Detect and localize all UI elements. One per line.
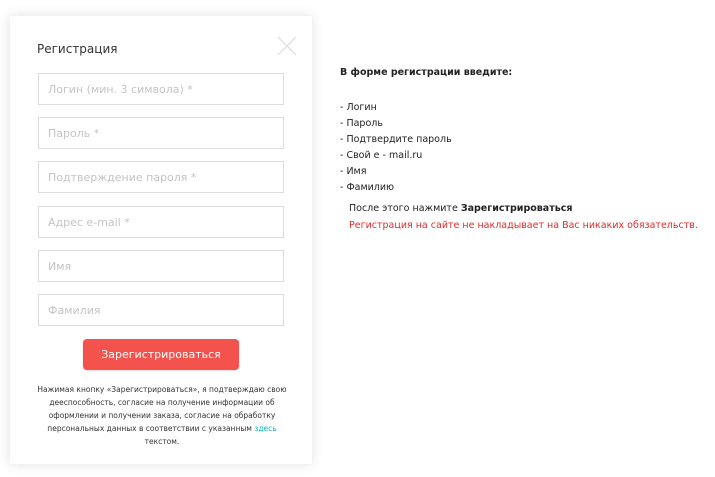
after-action: Зарегистрироваться xyxy=(460,203,573,214)
after-instruction xyxy=(349,202,710,216)
password-confirm-input[interactable] xyxy=(38,161,284,193)
warning-text: Регистрация на сайте не накладывает на Вас никаких обязательств. xyxy=(349,220,698,231)
close-button[interactable] xyxy=(276,35,298,57)
list-item: - Пароль xyxy=(340,118,383,129)
list-item: - Фамилию xyxy=(340,182,395,193)
consent-body: Нажимая кнопку «Зарегистрироваться», я подтверждаю свою дееспособность, согласие на получение информации об оформлении и получении заказа, согласие на обработку персональных данных в соответствии с указанным xyxy=(37,385,287,433)
registration-modal xyxy=(10,16,312,464)
password-input[interactable] xyxy=(38,117,284,149)
modal-title: Регистрация xyxy=(37,42,118,56)
login-input[interactable] xyxy=(38,73,284,105)
instructions-list xyxy=(340,100,710,196)
instructions-panel xyxy=(340,66,710,233)
list-item: - Логин xyxy=(340,102,377,113)
surname-input[interactable] xyxy=(38,294,284,326)
register-button[interactable]: Зарегистрироваться xyxy=(83,339,239,370)
consent-link[interactable]: здесь xyxy=(254,424,277,433)
list-item: - Подтвердите пароль xyxy=(340,134,452,145)
name-input[interactable] xyxy=(38,250,284,282)
list-item: - Имя xyxy=(340,166,367,177)
after-prefix: После этого нажмите xyxy=(349,203,458,214)
instructions-title: В форме регистрации введите: xyxy=(340,67,513,78)
consent-text xyxy=(34,383,290,448)
consent-tail: текстом. xyxy=(144,437,180,446)
close-icon xyxy=(276,35,298,57)
list-item: - Свой е - mail.ru xyxy=(340,150,423,161)
email-input[interactable] xyxy=(38,206,284,238)
